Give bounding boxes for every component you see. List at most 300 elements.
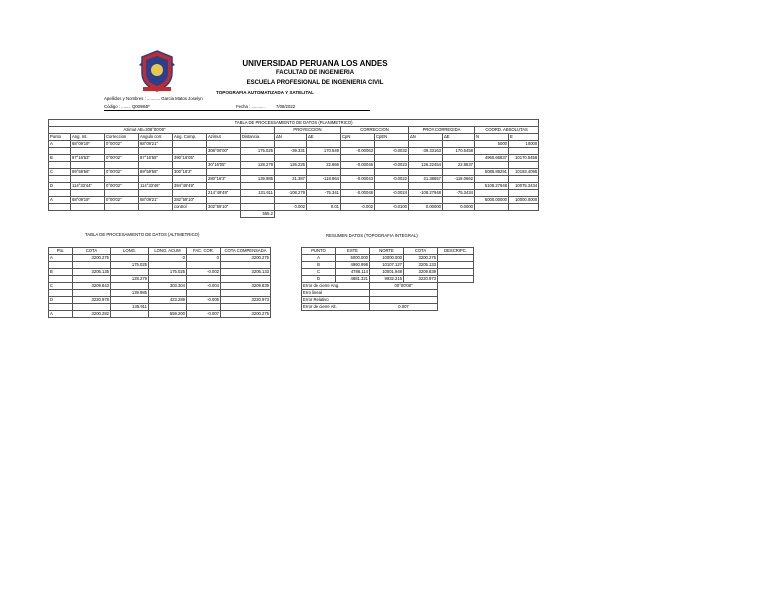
table-cell [139,204,173,211]
column-header: LONG. ACUM [149,248,187,255]
table-cell: 10075.3434 [509,183,539,190]
table-cell: 5108.27948 [475,183,509,190]
column-header: Azimut [207,134,241,141]
column-header: ΔN [409,134,443,141]
table-cell: 10193.4095 [509,169,539,176]
table-cell [241,204,275,211]
table-cell: 300°16'3" [173,169,207,176]
table-cell: 0 [149,255,187,262]
table-row [49,262,271,269]
table-cell [149,276,187,283]
table-cell [307,141,341,148]
table-cell [241,183,275,190]
table-cell: 0°00'02" [105,155,139,162]
table-cell [111,311,149,318]
table-cell [71,190,105,197]
table-cell: 394°49'49" [173,183,207,190]
table-cell [173,148,207,155]
table-cell [475,176,509,183]
column-header: Ang. Comp. [173,134,207,141]
table-cell: 3200.275 [221,311,271,318]
table-cell: -75.3434 [443,190,475,197]
error-angular-value: 00°00'08" [370,283,438,290]
column-header: ΔE [443,134,475,141]
column-header: CpEN [375,134,409,141]
column-header: DESCRIPC. [438,248,474,255]
table-cell: 4960.66837 [475,155,509,162]
table-cell [73,304,111,311]
table-cell: 10000.0000 [509,197,539,204]
table-cell: 89°59'58" [139,169,173,176]
table-cell: 68°09'19" [71,141,105,148]
table-row [49,276,271,283]
table-cell [275,169,307,176]
table-cell [443,197,475,204]
table-cell [173,162,207,169]
table-cell: 4960.998 [336,262,370,269]
column-header: ΔE [307,134,341,141]
table-cell [307,155,341,162]
table-cell: A [49,141,71,148]
table-cell [409,183,443,190]
distance-total: 555.2 [241,211,275,218]
table-row [49,269,271,276]
table-cell [105,176,139,183]
course-title: TOPOGRAFIA AUTOMATIZADA Y SATELITAL [216,90,314,95]
table-cell [375,169,409,176]
table-cell: -108.27948 [409,190,443,197]
university-title: UNIVERSIDAD PERUANA LOS ANDES [242,59,388,68]
table-cell [71,176,105,183]
planimetric-table [48,119,539,218]
header-underline [104,110,370,111]
table-cell: 3220.973 [404,276,438,283]
planimetric-title: TABLA DE PROCESSAMIENTO DE DATOS (PLANIMETRICO) [49,120,539,127]
table-row [49,169,539,176]
table-row [49,290,271,297]
table-cell [409,197,443,204]
table-cell: 139.985 [111,290,149,297]
table-cell: 21.38657 [409,176,443,183]
table-cell [187,276,221,283]
table-cell: C [49,283,73,290]
table-cell: 10001.948 [370,269,404,276]
table-cell: 5086.89291 [475,169,509,176]
table-cell [139,176,173,183]
table-cell [241,141,275,148]
table-cell [49,276,73,283]
azimut-header: Azimut AB=308°00'00" [49,127,241,134]
table-cell: -0.00046 [341,162,375,169]
table-cell [307,169,341,176]
table-cell [111,255,149,262]
column-header: N [475,134,509,141]
column-header: COTA [73,248,111,255]
table-cell: 559.200 [149,311,187,318]
table-row [302,276,474,283]
table-cell: 87°16'53" [71,155,105,162]
summary-table [301,247,474,311]
table-cell [443,155,475,162]
table-cell: -39.33163 [409,148,443,155]
student-code: Código : ........ Q00984F [104,104,150,109]
table-cell: control [173,204,207,211]
summary-rows [302,255,474,283]
column-header: Angulo corr. [139,134,173,141]
table-row [49,155,539,162]
table-cell [409,141,443,148]
table-cell [111,269,149,276]
table-cell: 126.225 [275,162,307,169]
table-cell: 10107.127 [370,262,404,269]
table-cell [475,190,509,197]
table-cell [49,290,73,297]
table-cell [509,162,539,169]
table-cell: 5000 [475,141,509,148]
table-cell: 0.00000 [409,204,443,211]
planimetric-rows [49,141,539,211]
table-cell [49,262,73,269]
column-header: Correccion [105,134,139,141]
table-cell: A [49,311,73,318]
table-row [49,148,539,155]
table-cell [173,141,207,148]
table-cell: 170.549 [307,148,341,155]
proyeccion-header: PROYECCION [275,127,341,134]
column-header: CpN [341,134,375,141]
table-cell: -118.864 [307,176,341,183]
table-cell: 282°59'10" [173,197,207,204]
table-cell [111,297,149,304]
table-cell [221,262,271,269]
table-cell [49,162,71,169]
table-cell [71,204,105,211]
error-angular-label: Error de cierre Ang. [302,283,370,290]
table-cell: -75.341 [307,190,341,197]
table-cell: 126.22454 [409,162,443,169]
altimetric-title: TABLA DE PROCESAMIENTO DE DATOS (ALTIMETRICO) [85,232,200,237]
table-cell: 0°00'02" [105,169,139,176]
table-cell: -0.002 [341,204,375,211]
table-cell [509,148,539,155]
faculty-title: FACULTAD DE INGENIERIA [275,70,355,76]
column-header: E [509,134,539,141]
table-cell [207,183,241,190]
table-cell [49,176,71,183]
table-cell [275,155,307,162]
table-cell: B [49,155,71,162]
table-cell [509,204,539,211]
table-cell [375,197,409,204]
table-cell: 0°00'02" [105,141,139,148]
table-cell: 4881.321 [336,276,370,283]
table-cell: C [302,269,336,276]
table-row [49,162,539,169]
table-row [49,311,271,318]
table-cell: A [302,255,336,262]
table-cell: 280°16'3" [207,176,241,183]
error-alt-label: Error de cierre Alt. [302,304,370,311]
table-cell: 302°59'10" [207,204,241,211]
table-cell [187,304,221,311]
table-cell [443,169,475,176]
table-cell [49,204,71,211]
table-cell: 3205.133 [221,269,271,276]
table-cell [139,190,173,197]
column-header: Punto [49,134,71,141]
table-cell: 22.866 [307,162,341,169]
table-cell: 131.611 [241,190,275,197]
table-cell [105,148,139,155]
table-cell: 0.002 [275,204,307,211]
table-cell [509,176,539,183]
table-cell: -0.002 [187,269,221,276]
column-header: COTA COMPENSADA [221,248,271,255]
table-cell [475,162,509,169]
table-cell: 128.279 [241,162,275,169]
table-cell: 0.01 [307,204,341,211]
table-cell: -0.00043 [341,176,375,183]
table-cell: -39.331 [275,148,307,155]
table-cell: 68°09'19" [71,197,105,204]
table-cell [149,262,187,269]
table-cell [341,183,375,190]
table-cell: -0.0100 [375,204,409,211]
table-cell: 22.8637 [443,162,475,169]
altimetric-column-headers [49,248,271,255]
table-cell [149,290,187,297]
table-cell: 5000.000 [336,255,370,262]
table-cell [139,162,173,169]
table-cell [475,204,509,211]
table-cell [443,183,475,190]
column-header: LONG. [111,248,149,255]
correccion-header: CORRECCION [341,127,409,134]
table-row [49,197,539,204]
table-cell [49,304,73,311]
table-cell: 175.025 [241,148,275,155]
table-cell [509,190,539,197]
table-cell: 3205.133 [404,262,438,269]
table-cell: 0.0000 [443,204,475,211]
table-cell: -0.0032 [375,148,409,155]
table-cell [341,155,375,162]
table-cell: 4786.114 [336,269,370,276]
table-cell [307,183,341,190]
table-row [302,262,474,269]
table-cell: 3200.275 [73,255,111,262]
table-cell [105,190,139,197]
table-cell [438,262,474,269]
table-cell: -0.0023 [375,162,409,169]
table-cell: -0.00063 [341,148,375,155]
table-cell [149,304,187,311]
table-cell [105,204,139,211]
column-header: ESTE [336,248,370,255]
table-cell [438,269,474,276]
table-cell [375,183,409,190]
table-row [49,141,539,148]
table-cell [275,197,307,204]
table-cell: -0.00048 [341,190,375,197]
table-cell: 3220.978 [73,297,111,304]
table-cell [71,148,105,155]
table-cell [438,255,474,262]
table-cell: 3205.135 [73,269,111,276]
table-cell: 10170.5458 [509,155,539,162]
table-row [49,304,271,311]
table-cell [475,148,509,155]
table-cell: A [49,255,73,262]
table-cell [241,169,275,176]
altimetric-rows [49,255,271,318]
table-cell: 87°16'55" [139,155,173,162]
table-cell: 170.5458 [443,148,475,155]
proy-corregida-header: PROY.CORREGIDA [409,127,475,134]
table-row [49,183,539,190]
table-cell: 3209.843 [73,283,111,290]
table-cell [375,141,409,148]
student-name: Apellidos y Nombres : ........... Garcia Matos Joselyn [104,96,203,101]
table-cell: -0.0024 [375,190,409,197]
table-cell: 128.279 [111,276,149,283]
university-logo [137,49,177,93]
table-row [49,176,539,183]
table-cell [409,155,443,162]
table-row [49,190,539,197]
table-cell: -108.279 [275,190,307,197]
table-cell: 114°33'46" [139,183,173,190]
table-cell [73,290,111,297]
table-cell: 214°49'49" [207,190,241,197]
table-cell [71,162,105,169]
error-alt-value: 0.007 [370,304,438,311]
table-cell: 68°09'21" [139,197,173,204]
table-cell [207,141,241,148]
table-cell [173,190,207,197]
table-cell [375,155,409,162]
table-cell [73,262,111,269]
table-cell: 135.911 [111,304,149,311]
table-cell: A [49,197,71,204]
table-cell [49,148,71,155]
table-cell: -0.005 [187,297,221,304]
table-cell [73,276,111,283]
table-cell [207,155,241,162]
table-cell [307,197,341,204]
table-row [49,204,539,211]
summary-column-headers [302,248,474,255]
table-cell: 139.985 [241,176,275,183]
table-cell [207,197,241,204]
table-cell: 5000.00000 [475,197,509,204]
table-cell [275,141,307,148]
table-cell: 0°00'02" [105,183,139,190]
table-cell [139,148,173,155]
table-cell: 3200.282 [73,311,111,318]
table-cell: 308°00'00" [207,148,241,155]
table-cell: -0.0022 [375,176,409,183]
table-cell: D [49,183,71,190]
column-header: FAC. COR. [187,248,221,255]
table-cell [221,276,271,283]
table-cell: 3209.839 [221,283,271,290]
table-cell [409,169,443,176]
column-header: PUNTO [302,248,336,255]
column-header: Pto. [49,248,73,255]
table-cell: 89°59'56" [71,169,105,176]
table-cell: -0.007 [187,311,221,318]
column-header: ΔN [275,134,307,141]
table-cell [341,197,375,204]
date-value: 7/08/2022 [276,104,296,109]
table-cell: 0°00'02" [105,197,139,204]
table-cell: 3209.839 [404,269,438,276]
table-cell: 3200.275 [221,255,271,262]
table-cell: 68°09'21" [139,141,173,148]
error-relativo-label: Error Relativo [302,297,370,304]
table-cell: 114°33'44" [71,183,105,190]
date-label: Fecha : ........... [236,104,265,109]
table-cell [443,141,475,148]
table-cell [438,276,474,283]
table-cell: 423.289 [149,297,187,304]
column-header: COTA [404,248,438,255]
altimetric-table [48,247,271,318]
table-cell: -118.0662 [443,176,475,183]
table-cell: B [302,262,336,269]
column-header: NORTE [370,248,404,255]
table-cell [341,141,375,148]
table-row [49,283,271,290]
table-cell [187,262,221,269]
table-cell: -0.004 [187,283,221,290]
table-cell: 3200.275 [404,255,438,262]
table-cell [275,183,307,190]
table-row [302,269,474,276]
table-cell: 10000.000 [370,255,404,262]
table-cell: D [49,297,73,304]
error-lineal-label: Erro lineal [302,290,370,297]
table-cell [173,176,207,183]
table-cell: 21.387 [275,176,307,183]
coord-absolutas-header: COORD. ABSOLUTAS [475,127,539,134]
table-cell [221,304,271,311]
table-row [49,255,271,262]
table-cell: 9932.215 [370,276,404,283]
table-cell [221,290,271,297]
table-cell: B [49,269,73,276]
table-cell [187,290,221,297]
table-cell [241,197,275,204]
summary-title: RESUMEN DATOS (TOPOGRAFIA INTEGRAL) [326,233,418,238]
table-cell: 175.025 [149,269,187,276]
column-header: Ang. Int. [71,134,105,141]
table-cell [49,190,71,197]
table-cell: D [302,276,336,283]
table-cell [341,169,375,176]
column-header: Distancia [241,134,275,141]
table-cell: 390°16'05" [173,155,207,162]
table-cell: 175.025 [111,262,149,269]
school-title: ESCUELA PROFESIONAL DE INGENIERIA CIVIL [246,80,384,86]
table-cell: 303.304 [149,283,187,290]
table-cell: 10000 [509,141,539,148]
table-cell: 30°16'05" [207,162,241,169]
table-cell [105,162,139,169]
table-cell: 0 [187,255,221,262]
planimetric-column-headers [49,134,539,141]
